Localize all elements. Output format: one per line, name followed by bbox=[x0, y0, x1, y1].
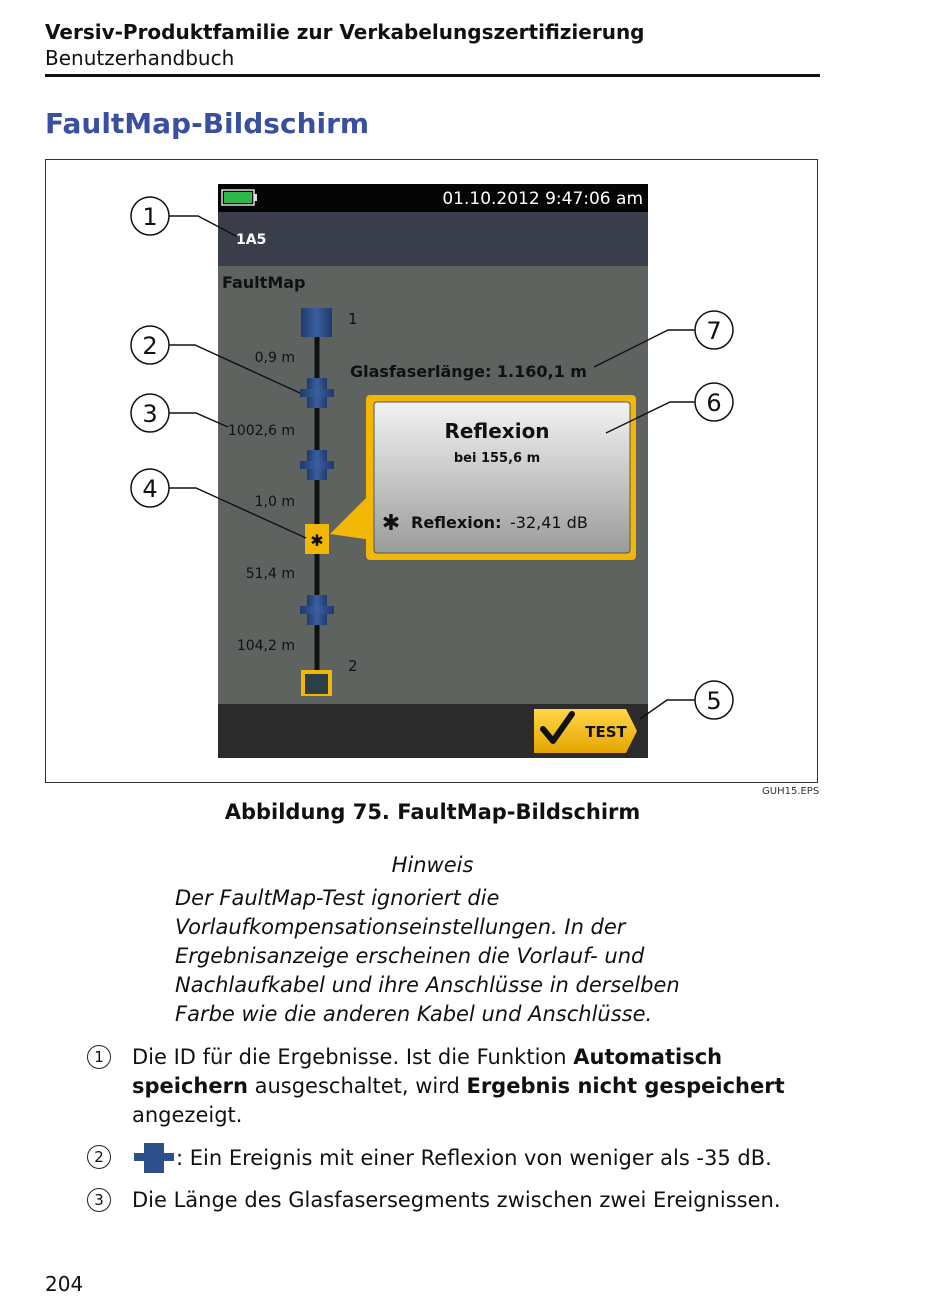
svg-text:4: 4 bbox=[142, 475, 158, 503]
test-button-label: TEST bbox=[585, 723, 627, 741]
result-id: 1A5 bbox=[236, 232, 267, 248]
blue-connector-icon bbox=[132, 1143, 176, 1173]
item-text bbox=[132, 1043, 817, 1130]
section-title: FaultMap-Bildschirm bbox=[45, 107, 370, 140]
end-1-connector-icon bbox=[301, 308, 332, 337]
text-run: : Ein Ereignis mit einer Reflexion von weniger als -35 dB. bbox=[176, 1146, 772, 1170]
text-run: ausgeschaltet, wird bbox=[247, 1074, 467, 1098]
figure-caption: Abbildung 75. FaultMap-Bildschirm bbox=[224, 800, 641, 824]
item-number: 2 bbox=[87, 1145, 111, 1169]
note-line: Farbe wie die anderen Kabel und Anschlüsse. bbox=[175, 1002, 653, 1026]
segment-length: 51,4 m bbox=[245, 566, 295, 582]
selected-reflection-event-icon[interactable] bbox=[305, 524, 329, 554]
callout-2 bbox=[131, 326, 169, 364]
document-subtitle: Benutzerhandbuch bbox=[45, 46, 235, 70]
popup-reading-value: -32,41 dB bbox=[510, 513, 588, 532]
item-number: 1 bbox=[87, 1045, 111, 1069]
segment-length: 0,9 m bbox=[254, 350, 295, 366]
text-run: angezeigt. bbox=[132, 1103, 243, 1127]
svg-text:3: 3 bbox=[142, 400, 158, 428]
note-line: Der FaultMap-Test ignoriert die bbox=[175, 886, 500, 910]
bold-run: Ergebnis nicht gespeichert bbox=[466, 1074, 785, 1098]
callout-4 bbox=[131, 469, 169, 507]
datetime: 01.10.2012 9:47:06 am bbox=[442, 189, 643, 209]
callout-7 bbox=[695, 311, 733, 349]
popup-subtitle: bei 155,6 m bbox=[453, 451, 541, 466]
segment-length: 1,0 m bbox=[254, 494, 295, 510]
result-id-bar bbox=[218, 212, 648, 266]
list-item-1 bbox=[87, 1043, 817, 1130]
popup-reading-label: Reflexion: bbox=[411, 513, 502, 532]
fiber-length: Glasfaserlänge: 1.160,1 m bbox=[350, 362, 587, 381]
segment-length: 1002,6 m bbox=[227, 423, 295, 439]
document-title: Versiv-Produktfamilie zur Verkabelungszertifizierung bbox=[45, 20, 645, 44]
item-text bbox=[132, 1143, 817, 1173]
svg-text:2: 2 bbox=[142, 332, 158, 360]
list-item-3 bbox=[87, 1186, 817, 1215]
screen-title: FaultMap bbox=[222, 273, 306, 292]
callout-1 bbox=[131, 197, 169, 235]
svg-text:6: 6 bbox=[706, 389, 722, 417]
note-line: Ergebnisanzeige erscheinen die Vorlauf- und bbox=[175, 944, 645, 968]
note-line: Vorlaufkompensationseinstellungen. In der bbox=[175, 915, 626, 939]
text-run: Die ID für die Ergebnisse. Ist die Funktion bbox=[132, 1045, 574, 1069]
callout-3 bbox=[131, 394, 169, 432]
item-text: Die Länge des Glasfasersegments zwischen zwei Ereignissen. bbox=[132, 1188, 781, 1212]
bold-run: Automatisch speichern bbox=[132, 1045, 723, 1098]
callout-6 bbox=[695, 383, 733, 421]
note-heading: Hinweis bbox=[391, 853, 474, 877]
end-2-connector-icon bbox=[301, 670, 332, 696]
callout-5 bbox=[695, 681, 733, 719]
battery-icon bbox=[222, 190, 257, 205]
figure-file-label: GUH15.EPS bbox=[762, 786, 820, 797]
reflection-asterisk-icon: ✱ bbox=[381, 511, 401, 536]
svg-text:7: 7 bbox=[706, 317, 722, 345]
end-2-label: 2 bbox=[348, 657, 358, 675]
note-line: Nachlaufkabel und ihre Anschlüsse in derselben bbox=[175, 973, 680, 997]
list-item-2 bbox=[87, 1143, 817, 1173]
note-body bbox=[175, 884, 765, 1029]
popup-title: Reflexion bbox=[444, 419, 550, 443]
svg-text:1: 1 bbox=[142, 203, 158, 231]
item-number: 3 bbox=[87, 1188, 111, 1212]
svg-text:5: 5 bbox=[706, 687, 722, 715]
end-1-label: 1 bbox=[348, 310, 358, 328]
svg-text:✱: ✱ bbox=[310, 531, 324, 550]
segment-length: 104,2 m bbox=[236, 638, 295, 654]
page-number: 204 bbox=[45, 1272, 84, 1296]
